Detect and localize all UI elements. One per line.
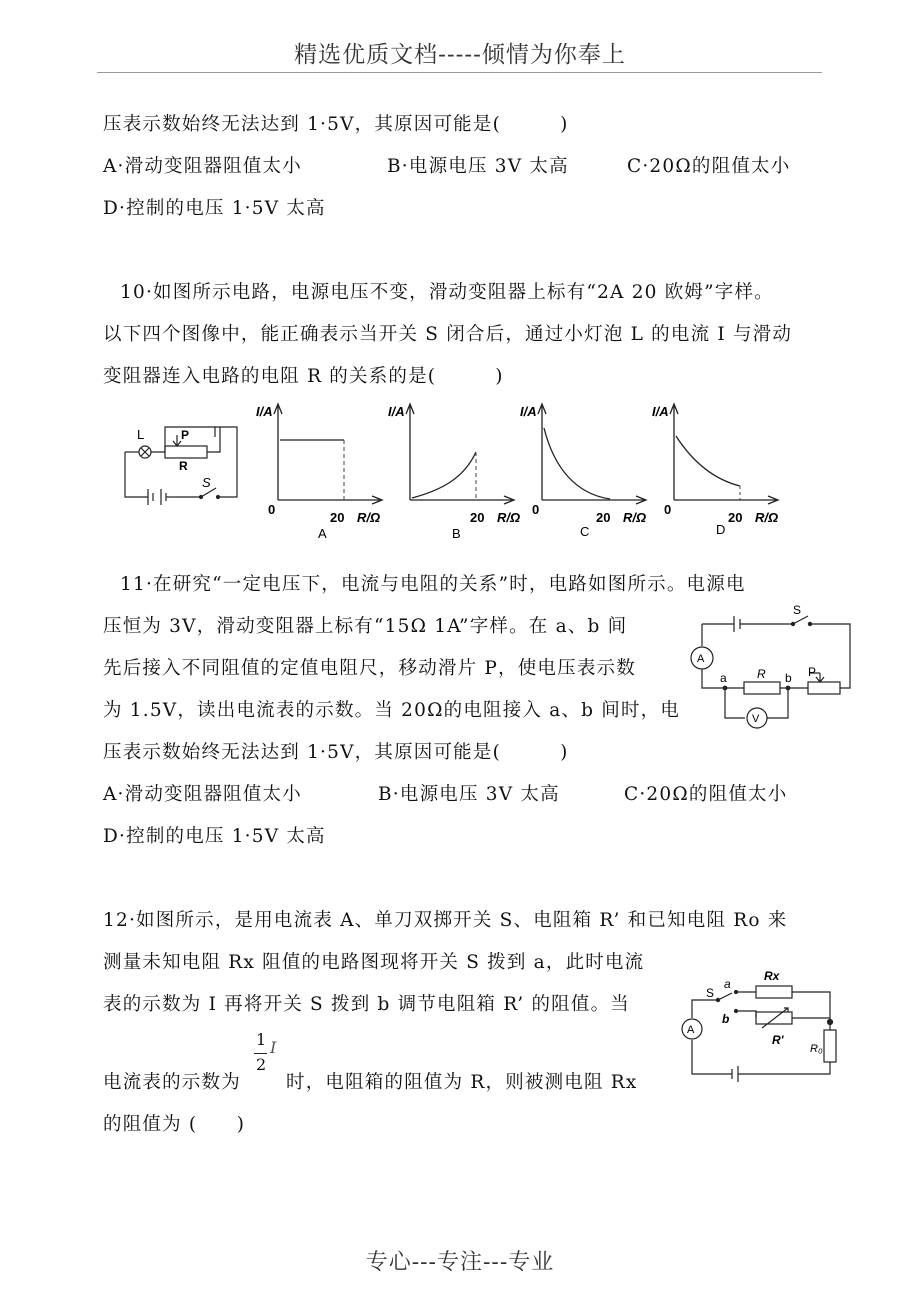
graph-b-ylabel: I/A	[388, 404, 405, 419]
q11-line2: 压恒为 3V，滑动变阻器上标有“15Ω 1A”字样。在 a、b 间	[103, 616, 628, 637]
q12-line2: 测量未知电阻 Rx 阻值的电路图现将开关 S 拨到 a，此时电流	[103, 952, 645, 973]
q11-option-c: C·20Ω的阻值太小	[624, 784, 788, 805]
graph-d-xlabel: R/Ω	[755, 510, 779, 525]
graph-a-tick-20: 20	[330, 510, 345, 525]
q10-label-L: L	[137, 427, 145, 442]
q10-line1: 10·如图所示电路，电源电压不变，滑动变阻器上标有“2A 20 欧姆”字样。	[120, 282, 774, 303]
q9-option-b: B·电源电压 3V 太高	[387, 156, 569, 177]
graph-a-xlabel: R/Ω	[357, 510, 381, 525]
graph-b-tick-20: 20	[470, 510, 485, 525]
q11-line3: 先后接入不同阻值的定值电阻尺，移动滑片 P，使电压表示数	[103, 658, 636, 679]
graph-a-origin: 0	[268, 502, 276, 517]
q10-label-R: R	[179, 459, 188, 473]
graph-c	[520, 404, 646, 539]
q11-line5: 压表示数始终无法达到 1·5V，其原因可能是( )	[103, 742, 569, 763]
graph-b-curve	[412, 452, 476, 498]
graph-c-curve	[544, 428, 610, 499]
q11-label-S: S	[793, 603, 802, 617]
q11-line4: 为 1.5V，读出电流表的示数。当 20Ω的电阻接入 a、b 间时，电	[103, 700, 681, 721]
q11-label-R: R	[757, 667, 766, 681]
q10-graphs	[250, 398, 810, 543]
graph-a	[256, 404, 382, 541]
q11-label-V: V	[752, 713, 760, 725]
q11-label-a: a	[720, 671, 727, 685]
q11-circuit-diagram	[680, 600, 860, 735]
q12-line4-start: 电流表的示数为	[103, 1072, 241, 1093]
q12-fraction-variable: I	[270, 1038, 277, 1057]
q11-option-b: B·电源电压 3V 太高	[378, 784, 560, 805]
q11-label-b: b	[785, 671, 792, 685]
q11-option-d: D·控制的电压 1·5V 太高	[103, 826, 326, 847]
graph-b	[388, 404, 520, 541]
graph-c-tick-20: 20	[596, 510, 611, 525]
q12-circuit-diagram	[680, 960, 850, 1090]
graph-d-curve	[676, 436, 740, 486]
q11-label-A: A	[697, 653, 705, 665]
graph-c-ylabel: I/A	[520, 404, 537, 419]
graph-c-x-axis	[542, 496, 646, 504]
graph-a-x-axis	[278, 496, 382, 504]
graph-d-letter: D	[716, 522, 726, 537]
q12-line1: 12·如图所示，是用电流表 A、单刀双掷开关 S、电阻箱 R’ 和已知电阻 Ro 来	[103, 910, 788, 931]
q9-option-d: D·控制的电压 1·5V 太高	[103, 198, 326, 219]
q10-label-S: S	[202, 475, 211, 490]
graph-a-y-axis	[274, 404, 282, 500]
q12-label-Rx: Rx	[764, 969, 780, 983]
graph-d-origin: 0	[664, 502, 672, 517]
q12-label-A: A	[687, 1024, 695, 1036]
q9-option-c: C·20Ω的阻值太小	[627, 156, 791, 177]
q10-line2: 以下四个图像中，能正确表示当开关 S 闭合后，通过小灯泡 L 的电流 I 与滑动	[103, 324, 793, 345]
graph-d-tick-20: 20	[728, 510, 743, 525]
q12-label-a: a	[724, 977, 731, 991]
q12-line3: 表的示数为 I 再将开关 S 拨到 b 调节电阻箱 R’ 的阻值。当	[103, 994, 630, 1015]
graph-d-ylabel: I/A	[652, 404, 669, 419]
q12-fraction-bar	[254, 1053, 267, 1054]
q12-line4-end: 时，电阻箱的阻值为 R，则被测电阻 Rx	[286, 1072, 638, 1093]
graph-c-letter: C	[580, 524, 590, 539]
q12-fraction-denominator: 2	[256, 1055, 267, 1074]
graph-d-y-axis	[670, 404, 678, 500]
q12-label-S: S	[706, 986, 715, 1000]
graph-b-x-axis	[410, 496, 514, 504]
graph-a-ylabel: I/A	[256, 404, 273, 419]
q11-option-a: A·滑动变阻器阻值太小	[103, 784, 302, 805]
graph-c-origin: 0	[532, 502, 540, 517]
q10-line3: 变阻器连入电路的电阻 R 的关系的是( )	[103, 366, 504, 387]
q12-label-Rprime: R'	[772, 1033, 784, 1047]
graph-a-letter: A	[318, 526, 327, 541]
graph-d	[652, 404, 778, 537]
q12-label-b: b	[722, 1012, 730, 1026]
q11-line1: 11·在研究“一定电压下，电流与电阻的关系”时，电路如图所示。电源电	[120, 574, 746, 595]
graph-b-y-axis	[406, 404, 414, 500]
q9-line1: 压表示数始终无法达到 1·5V，其原因可能是( )	[103, 114, 569, 135]
q9-option-a: A·滑动变阻器阻值太小	[103, 156, 302, 177]
graph-b-xlabel: R/Ω	[497, 510, 521, 525]
q10-circuit-diagram	[115, 415, 245, 515]
q12-fraction-numerator: 1	[256, 1030, 267, 1049]
graph-c-y-axis	[538, 404, 546, 500]
header-divider	[97, 72, 822, 73]
page-footer: 专心---专注---专业	[365, 1250, 555, 1275]
graph-c-xlabel: R/Ω	[623, 510, 647, 525]
graph-b-letter: B	[452, 526, 461, 541]
q11-label-P: P	[808, 665, 817, 679]
q12-label-R0: R₀	[810, 1043, 823, 1055]
graph-d-x-axis	[674, 496, 778, 504]
q10-label-P: P	[181, 428, 190, 442]
q12-line5: 的阻值为 ( )	[103, 1114, 246, 1135]
page-header: 精选优质文档-----倾情为你奉上	[294, 42, 626, 68]
